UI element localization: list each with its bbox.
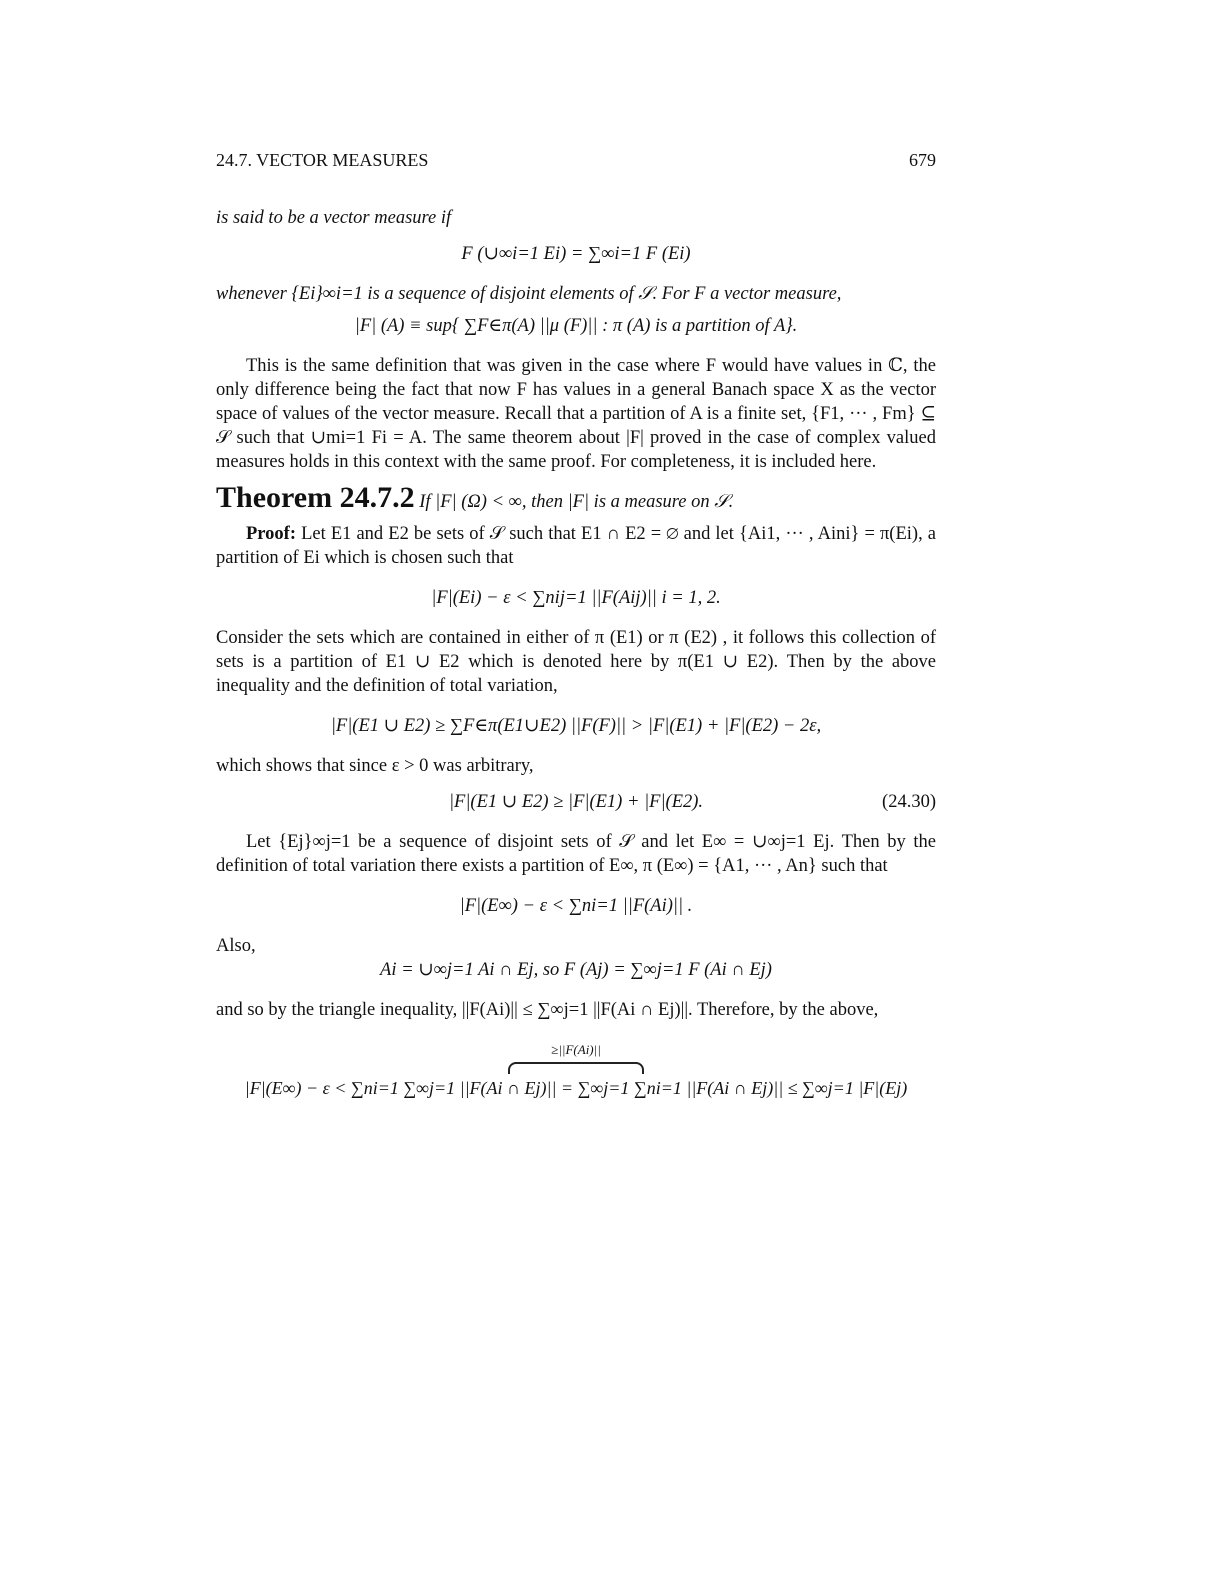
proof-text: Let E1 and E2 be sets of 𝒮 such that E1 ∩ E2 = ∅ and let {Ai1, ··· , Aini} = π(Ei), a partition of Ei which is chosen such that bbox=[216, 524, 936, 568]
page-number: 679 bbox=[909, 150, 936, 170]
theorem-label: Theorem 24.7.2 bbox=[216, 481, 415, 514]
line-definition-intro: is said to be a vector measure if bbox=[216, 208, 452, 228]
page-content bbox=[216, 148, 936, 1100]
equation-partition-Einf: |F|(E∞) − ε < ∑ni=1 ||F(Ai)|| . bbox=[459, 896, 693, 916]
running-head bbox=[216, 148, 936, 172]
equation-Ai-decomposition: Ai = ∪∞j=1 Ai ∩ Ej, so F (Aj) = ∑∞j=1 F (Ai ∩ Ej) bbox=[380, 960, 772, 980]
paragraph-disjoint-sets: Let {Ej}∞j=1 be a sequence of disjoint sets of 𝒮 and let E∞ = ∪∞j=1 Ej. Then by the definition of total variation there exists a partition of E∞, π (E∞) = {A1, ··· , An} such that bbox=[216, 832, 936, 876]
equation-partition-estimate: |F|(Ei) − ε < ∑nij=1 ||F(Aij)|| i = 1, 2. bbox=[431, 588, 721, 608]
proof-label: Proof: bbox=[246, 524, 296, 544]
equation-countable-additivity: F (∪∞i=1 Ei) = ∑∞i=1 F (Ei) bbox=[461, 244, 691, 264]
line-epsilon-arbitrary: which shows that since ε > 0 was arbitrary, bbox=[216, 756, 534, 776]
line-disjoint-sequence: whenever {Ei}∞i=1 is a sequence of disjoint elements of 𝒮. For F a vector measure, bbox=[216, 284, 842, 304]
equation-superadditivity: |F|(E1 ∪ E2) ≥ |F|(E1) + |F|(E2). bbox=[448, 792, 704, 812]
equation-superadditivity-row bbox=[216, 790, 936, 814]
equation-total-variation: |F| (A) ≡ sup{ ∑F∈π(A) ||μ (F)|| : π (A) is a partition of A}. bbox=[354, 316, 798, 336]
equation-number: (24.30) bbox=[882, 792, 936, 812]
brace-label: ≥||F(Ai)|| bbox=[551, 1042, 601, 1057]
proof-paragraph bbox=[216, 522, 936, 570]
theorem bbox=[216, 481, 936, 514]
equation-final-chain: |F|(E∞) − ε < ∑ni=1 ∑∞j=1 ||F(Ai ∩ Ej)|| = ∑∞j=1 ∑ni=1 ||F(Ai ∩ Ej)|| ≤ ∑∞j=1 |F|(Ej) bbox=[244, 1078, 908, 1098]
paragraph-definition-remark: This is the same definition that was given in the case where F would have values in ℂ, the only difference being the fact that now F has values in a general Banach space X as the vector space of values of the vector measure. Recall that a partition of A is a finite set, {F1, ··· , Fm} ⊆ 𝒮 such that ∪mi=1 Fi = A. The same theorem about |F| proved in the case of complex valued measures holds in this context with the same proof. For completeness, it is included here. bbox=[216, 356, 936, 472]
brace-shape bbox=[508, 1062, 644, 1074]
theorem-statement: If |F| (Ω) < ∞, then |F| is a measure on 𝒮. bbox=[419, 492, 734, 512]
section-title: 24.7. VECTOR MEASURES bbox=[216, 150, 429, 170]
underbrace-group bbox=[508, 1038, 644, 1076]
equation-union-inequality: |F|(E1 ∪ E2) ≥ ∑F∈π(E1∪E2) ||F(F)|| > |F|(E1) + |F|(E2) − 2ε, bbox=[330, 716, 822, 736]
paragraph-union-partition: Consider the sets which are contained in either of π (E1) or π (E2) , it follows this collection of sets is a partition of E1 ∪ E2 which is denoted here by π(E1 ∪ E2). Then by the above inequality and the definition of total variation, bbox=[216, 628, 936, 696]
line-triangle-inequality: and so by the triangle inequality, ||F(Ai)|| ≤ ∑∞j=1 ||F(Ai ∩ Ej)||. Therefore, by the above, bbox=[216, 1000, 879, 1020]
equation-final-row bbox=[216, 1038, 936, 1076]
line-also: Also, bbox=[216, 936, 256, 956]
